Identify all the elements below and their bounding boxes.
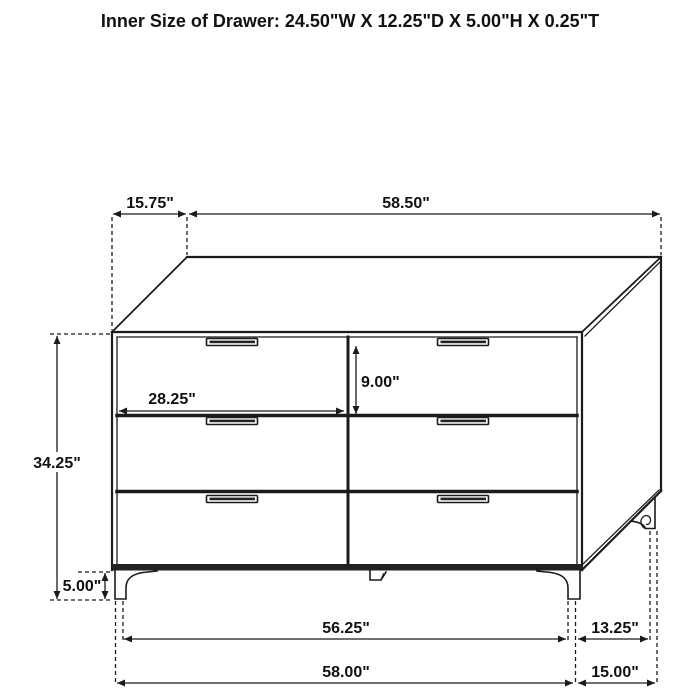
- label-drawer-width: 28.25": [148, 391, 196, 408]
- label-base-outer-width: 58.00": [322, 664, 370, 681]
- label-overall-height: 34.25": [33, 455, 81, 472]
- handle-bottom-left-drawer: [207, 496, 258, 503]
- dim-drawer-height: [353, 346, 360, 414]
- front-left-leg: [115, 571, 157, 600]
- front-right-leg: [537, 571, 580, 600]
- label-top-depth: 15.75": [126, 195, 174, 212]
- construction-lines: [50, 217, 661, 684]
- label-leg-height: 5.00": [62, 578, 102, 595]
- drawer-grid: [117, 337, 577, 564]
- diagram-title: Inner Size of Drawer: 24.50"W X 12.25"D X 5.00"H X 0.25"T: [100, 11, 600, 31]
- cabinet-outline: [112, 257, 661, 599]
- back-right-leg-scroll: [641, 516, 651, 529]
- label-side-overall-depth: 15.00": [591, 664, 639, 681]
- label-side-front-span: 13.25": [591, 620, 639, 637]
- label-top-width: 58.50": [382, 195, 430, 212]
- labels: [29, 11, 639, 681]
- top-face: [112, 257, 661, 336]
- label-drawer-height: 9.00": [361, 374, 400, 391]
- legs: [115, 498, 655, 600]
- handle-middle-left-drawer: [207, 418, 258, 425]
- handle-bottom-right-drawer: [438, 496, 489, 503]
- handle-top-left-drawer: [207, 339, 258, 346]
- dim-leg-height: [102, 573, 109, 599]
- dim-drawer-width: [119, 408, 344, 415]
- handle-middle-right-drawer: [438, 418, 489, 425]
- handle-top-right-drawer: [438, 339, 489, 346]
- dimension-lines: [54, 211, 661, 687]
- label-base-inner-width: 56.25": [322, 620, 370, 637]
